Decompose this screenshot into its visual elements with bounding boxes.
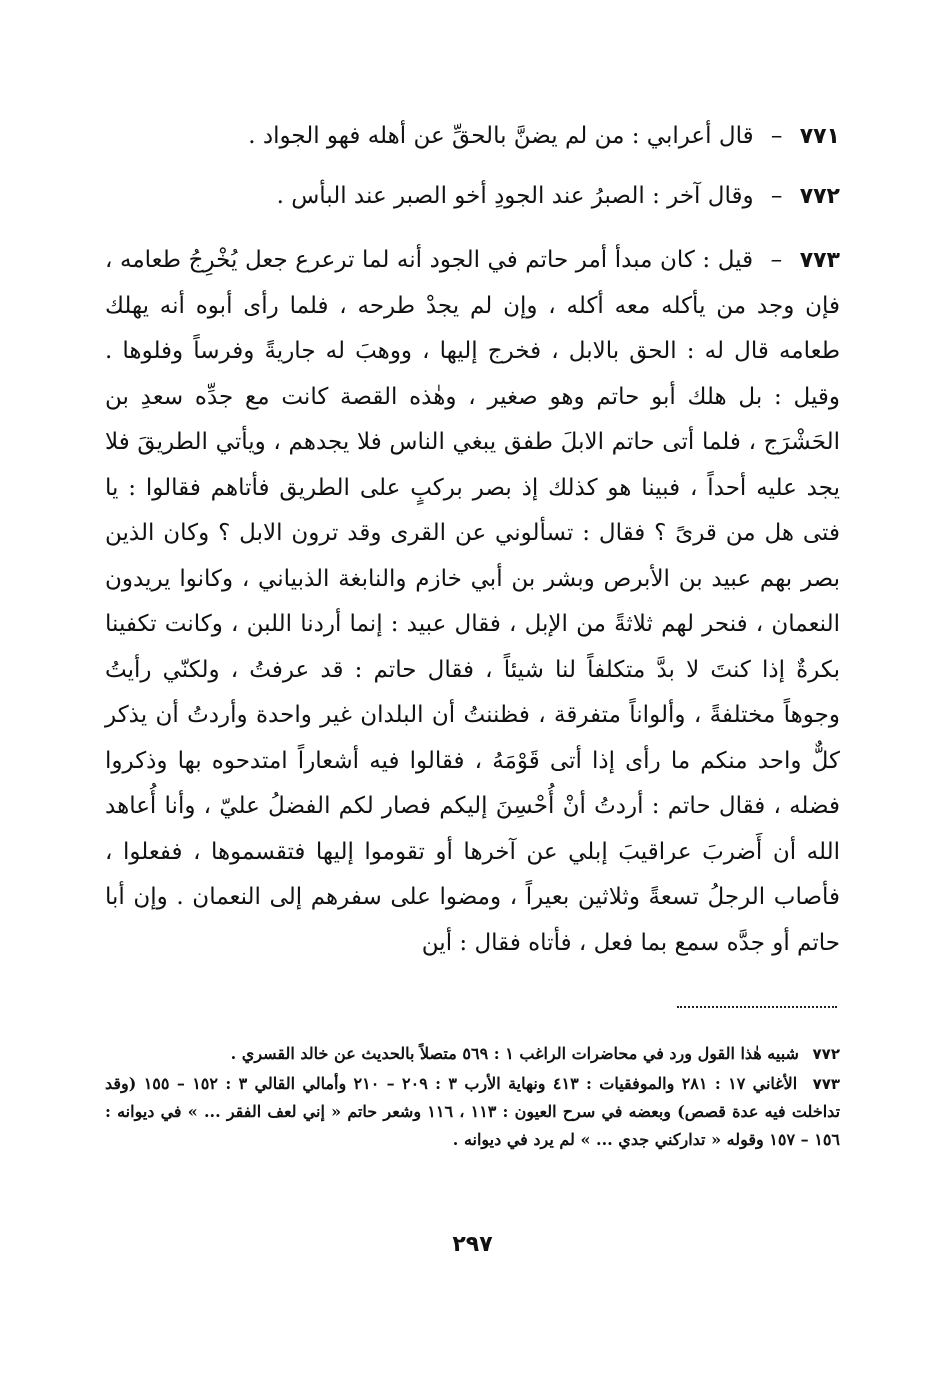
footnote-text: الأغاني ١٧ : ٢٨١ والموفقيات : ٤١٣ ونهاية الأرب ٣ : ٢٠٩ – ٢١٠ وأمالي القالي ٣ : ١٥٢ – ١٥٥ (وقد تداخلت فيه عدة قصص) وبعضه في سرح العيون : ١١٣ ، ١١٦ وشعر حاتم « إني لعف الفقر ... » في ديوانه : ١٥٦ – ١٥٧ وقوله « تداركني جدي ... » لم يرد في ديوانه . <box>105 1074 841 1149</box>
entry-text: وقال آخر : الصبرُ عند الجودِ أخو الصبر عند البأس . <box>276 183 754 209</box>
entry-dash: – <box>770 183 783 209</box>
entry-dash: – <box>770 247 783 273</box>
entry-text: قيل : كان مبدأ أمر حاتم في الجود أنه لما ترعرع جعل يُخْرِجُ طعامه ، فإن وجد من يأكله معه أكله ، وإن لم يجدْ طرحه ، فلما رأى أبوه أنه يهلك طعامه قال له : الحق بالابل ، فخرج إليها ، ووهبَ له جاريةً وفرساً وفلوها . وقيل : بل هلك أبو حاتم وهو صغير ، وهٰذه القصة كانت مع جدِّه سعدِ بن الحَشْرَج ، فلما أتى حاتم الابلَ طفق يبغي الناس فلا يجدهم ، ويأتي الطريقَ فلا يجد عليه أحداً ، فبينا هو كذلك إذ بصر بركبٍ على الطريق فأتاهم فقالوا : يا فتى هل من قرىً ؟ فقال : تسألوني عن القرى وقد ترون الابل ؟ وكان الذين بصر بهم عبيد بن الأبرص وبشر بن أبي خازم والنابغة الذبياني ، وكانوا يريدون النعمان ، فنحر لهم ثلاثةً من الإبل ، فقال عبيد : إنما أردنا اللبن ، وكانت تكفينا بكرةٌ إذا كنتَ لا بدَّ متكلفاً لنا شيئاً ، فقال حاتم : قد عرفتُ ، ولكنّي رأيتُ وجوهاً مختلفةً ، وألواناً متفرقة ، فظننتُ أن البلدان غير واحدة وأردتُ أن يذكر كلٌّ واحد منكم ما رأى إذا أتى قَوْمَهُ ، فقالوا فيه أشعاراً امتدحوه بها وذكروا فضله ، فقال حاتم : أردتُ أنْ أُحْسِنَ إليكم فصار لكم الفضلُ عليّ ، وأنا أُعاهد الله أن أَضربَ عراقيبَ إبلي عن آخرها أو تقوموا إليها فتقسموها ، ففعلوا ، فأصاب الرجلُ تسعةً وثلاثين بعيراً ، ومضوا على سفرهم إلى النعمان . وإن أبا حاتم أو جدَّه سمع بما فعل ، فأتاه فقال : أين <box>105 247 840 956</box>
footnote-773 <box>105 1070 840 1154</box>
entry-771 <box>105 112 840 161</box>
entry-772 <box>105 172 840 221</box>
footnotes <box>105 1040 840 1156</box>
entry-number: ٧٧٣ <box>799 248 840 273</box>
entry-773 <box>105 238 840 966</box>
footnote-number: ٧٧٢ <box>812 1045 840 1063</box>
entry-text: قال أعرابي : من لم يضنَّ بالحقِّ عن أهله فهو الجواد . <box>248 123 754 149</box>
footnote-772 <box>105 1040 840 1068</box>
entry-dash: – <box>770 123 783 149</box>
footnote-number: ٧٧٣ <box>812 1075 841 1093</box>
footnote-divider <box>677 1006 837 1008</box>
entry-paragraph <box>105 238 840 966</box>
footnote-text: شبيه هٰذا القول ورد في محاضرات الراغب ١ : ٥٦٩ متصلاً بالحديث عن خالد القسري . <box>230 1044 799 1063</box>
entry-number: ٧٧٢ <box>799 184 840 209</box>
page-number: ٢٩٧ <box>452 1232 493 1257</box>
entry-number: ٧٧١ <box>799 124 840 149</box>
